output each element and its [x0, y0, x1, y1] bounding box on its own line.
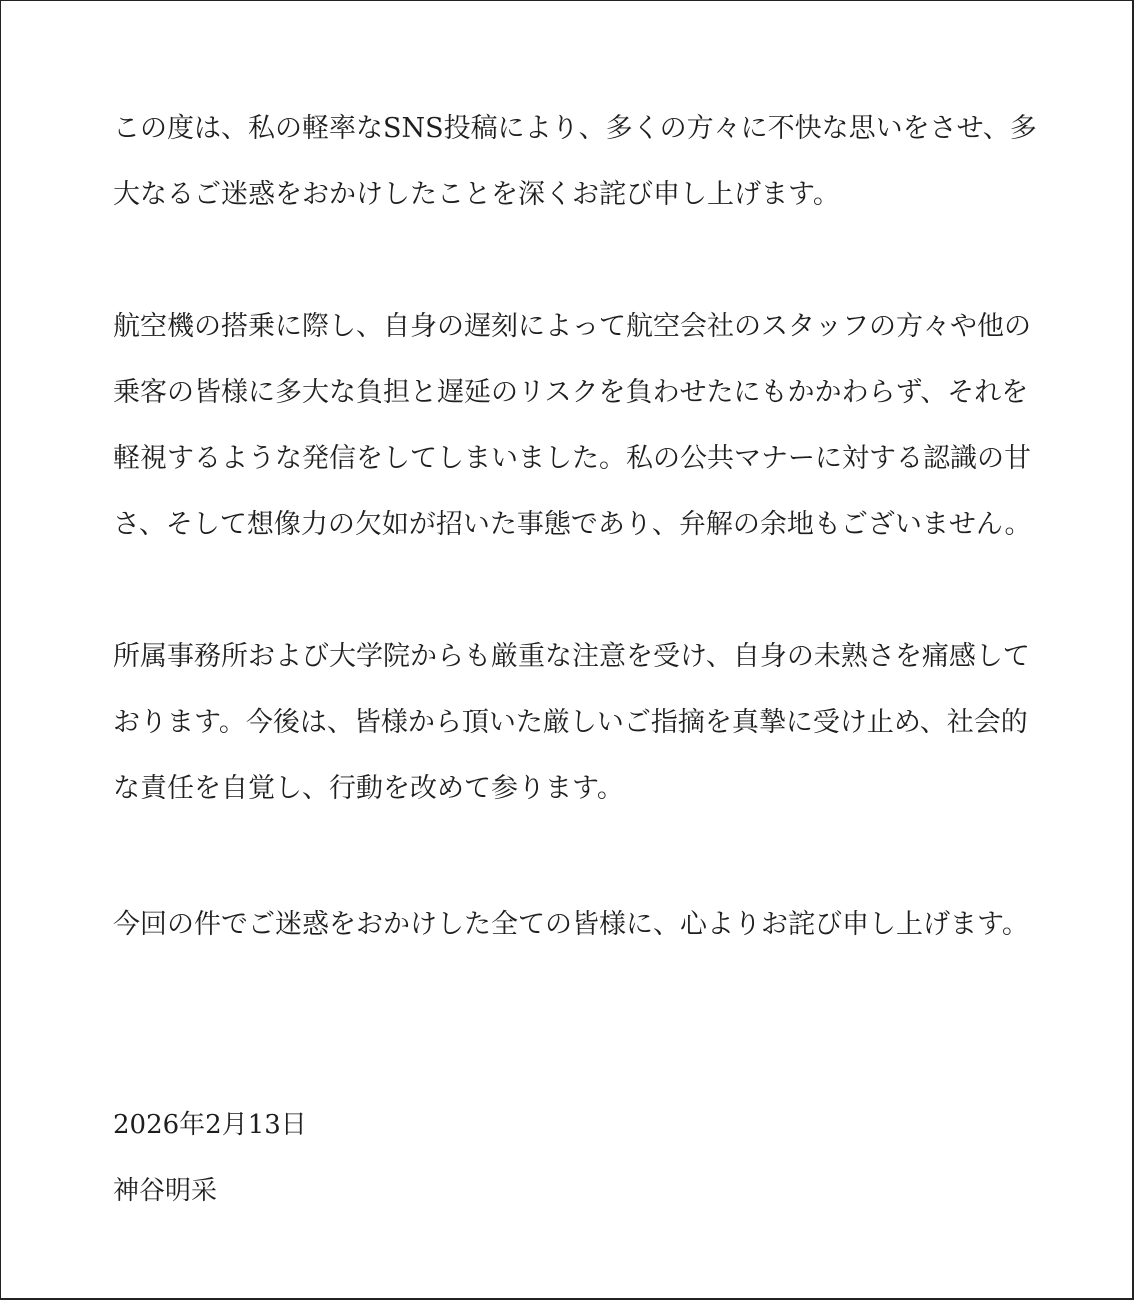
- paragraph-1-line-2: 大なるご迷惑をおかけしたことを深くお詫び申し上げます。: [113, 179, 840, 210]
- paragraph-1-line-1: この度は、私の軽率なSNS投稿により、多くの方々に不快な思いをさせ、多: [113, 113, 1037, 144]
- paragraph-4-line-1: 今回の件でご迷惑をおかけした全ての皆様に、心よりお詫び申し上げます。: [113, 909, 1029, 940]
- paragraph-2-line-1: 航空機の搭乗に際し、自身の遅刻によって航空会社のスタッフの方々や他の: [113, 311, 1031, 342]
- paragraph-3-line-1: 所属事務所および大学院からも厳重な注意を受け、自身の未熟さを痛感して: [113, 641, 1030, 672]
- paragraph-3-line-3: な責任を自覚し、行動を改めて参ります。: [113, 773, 624, 804]
- paragraph-2-line-2: 乗客の皆様に多大な負担と遅延のリスクを負わせたにもかかわらず、それを: [113, 377, 1029, 408]
- date: 2026年2月13日: [113, 1110, 307, 1140]
- paragraph-3-line-2: おります。今後は、皆様から頂いた厳しいご指摘を真摯に受け止め、社会的: [113, 707, 1028, 738]
- paragraph-2-line-4: さ、そして想像力の欠如が招いた事態であり、弁解の余地もございません。: [113, 509, 1032, 540]
- paragraph-2-line-3: 軽視するような発信をしてしまいました。私の公共マナーに対する認識の甘: [113, 443, 1031, 474]
- signatory-name: 神谷明采: [113, 1176, 218, 1206]
